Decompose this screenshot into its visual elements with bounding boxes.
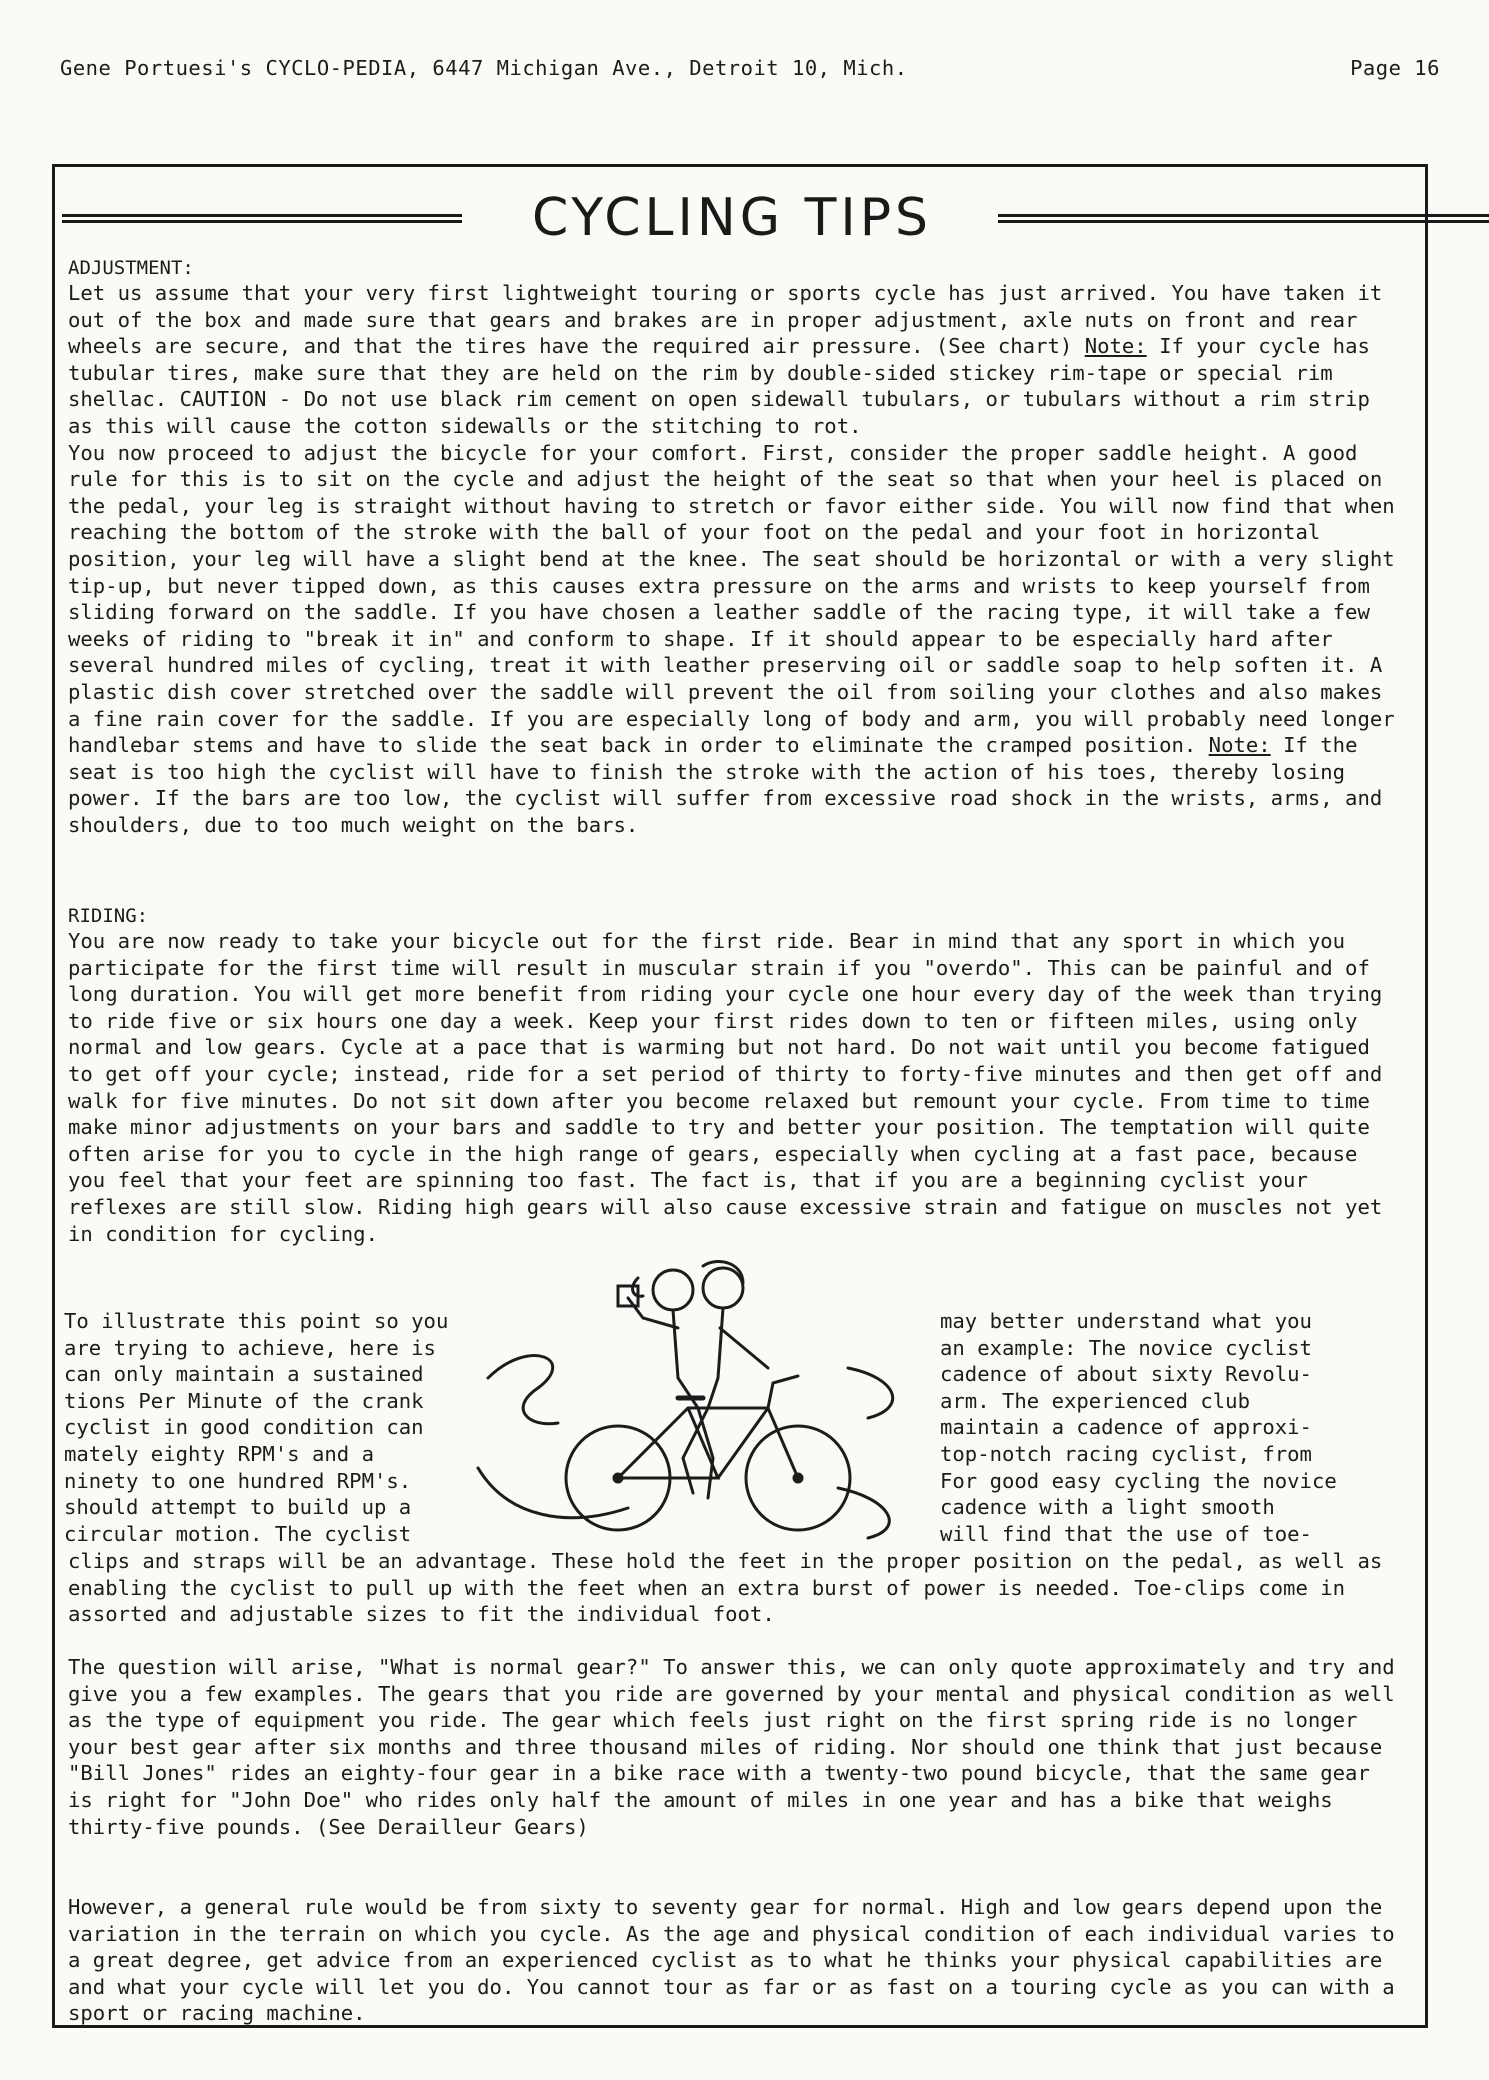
column-line: arm. The experienced club [940,1388,1250,1413]
column-line: top-notch racing cyclist, from [940,1441,1312,1466]
title-rule-right [998,214,1489,223]
adjustment-paragraph-2: You now proceed to adjust the bicycle for your comfort. First, consider the proper saddle height. A good rule for this is to sit on the cycle and adjust the height of the seat so that when your heel is placed on the pedal, your leg is straight without having to stretch or favor either side. You will now find that when reaching the bottom of the stroke with the ball of your foot on the pedal and your foot in horizontal position, your leg will have a slight bend at the knee. The seat should be horizontal or with a very slight tip-up, but never tipped down, as this causes extra pressure on the arms and wrists to keep yourself from sliding forward on the saddle. If you have chosen a leather saddle of the racing type, it will take a few weeks of riding to "break it in" and conform to shape. If it should appear to be especially hard after several hundred miles of cycling, treat it with leather preserving oil or saddle soap to help soften it. A plastic dish cover stretched over the saddle will prevent the oil from soiling your clothes and also makes a fine rain cover for the saddle. If you are especially long of body and arm, you will probably need longer handlebar stems and have to slide the seat back in order to eliminate the cramped position. Note: If the seat is too high the cyclist will have to finish the stroke with the action of his toes, thereby losing power. If the bars are too low, the cyclist will suffer from excessive road shock in the wrists, arms, and shoulders, due to too much weight on the bars. [68,440,1395,837]
column-line: cyclist in good condition can [64,1415,424,1440]
column-line: are trying to achieve, here is [64,1335,436,1360]
header-source: Gene Portuesi's CYCLO-PEDIA, 6447 Michigan Ave., Detroit 10, Mich. [60,56,908,80]
adjustment-heading: ADJUSTMENT: [68,257,194,279]
rider-body [708,1308,768,1408]
rider-head [703,1268,743,1308]
column-line: tions Per Minute of the crank [64,1388,424,1413]
adjustment-paragraph-1: Let us assume that your very first lightweight touring or sports cycle has just arrived. You have taken it out of the box and made sure that gears and brakes are in proper adjustment, axle nuts on front and rear wheels are secure, and that the tires have the required air pressure. (See chart) Note: If your cycle has tubular tires, make sure that they are held on the rim by double-sided stickey rim-tape or special rim shellac. CAUTION - Do not use black rim cement on open sidewall tubulars, or tubulars without a rim strip as this will cause the cotton sidewalls or the stitching to rot. [68,281,1383,438]
rider-head [653,1270,693,1310]
column-line: can only maintain a sustained [64,1362,424,1387]
left-column [64,1308,484,1547]
note-text: If the seat is too high the cyclist will have to finish the stroke with the action of his toes, thereby losing power. If the bars are too low, the cyclist will suffer from excessive road shock in the wrists, arms, and shoulders, due to too much weight on the bars. [68,733,1383,837]
cyclists-illustration [468,1258,948,1540]
rider-body [628,1298,698,1408]
right-column [940,1308,1400,1547]
note-label: Note: [1208,733,1271,758]
column-line: should attempt to build up a [64,1495,412,1520]
column-line: circular motion. The cyclist [64,1521,412,1546]
title-banner [62,188,1432,248]
note-label: Note: [1084,334,1147,359]
riding-paragraph-3: The question will arise, "What is normal gear?" To answer this, we can only quote approximately and try and give you a few examples. The gears that you ride are governed by your mental and physical condition as well as the type of equipment you ride. The gear which feels just right on the first spring ride is no longer your best gear after six months and three thousand miles of riding. Nor should one think that just because "Bill Jones" rides an eighty-four gear in a bike race with a twenty-two pound bicycle, that the same gear is right for "John Doe" who rides only half the amount of miles in one year and has a bike that weighs thirty-five pounds. (See Derailleur Gears) [68,1655,1395,1839]
normal-gear-section [68,1654,1398,1840]
title-rule-left [62,214,462,223]
column-line: cadence of about sixty Revolu- [940,1362,1312,1387]
page-number: Page 16 [1350,56,1440,80]
column-line: cadence with a light smooth [940,1495,1275,1520]
riding-paragraph-2: clips and straps will be an advantage. These hold the feet in the proper position on the pedal, as well as enabling the cyclist to pull up with the feet when an extra burst of power is needed. Toe-clips come in assorted and adjustable sizes to fit the individual foot. [68,1549,1383,1627]
riding-paragraph-4: However, a general rule would be from sixty to seventy gear for normal. High and low gears depend upon the variation in the terrain on which you cycle. As the age and physical condition of each individual varies to a great degree, get advice from an experienced cyclist as to what he thinks your physical capabilities are and what your cycle will let you do. You cannot tour as far or as fast on a touring cycle as you can with a sport or racing machine. [68,1895,1395,2026]
column-line: To illustrate this point so you [64,1309,449,1333]
column-line: For good easy cycling the novice [940,1468,1337,1493]
page-title: CYCLING TIPS [531,188,933,248]
riding-paragraph-1: You are now ready to take your bicycle out for the first ride. Bear in mind that any sport in which you participate for the first time will result in muscular strain if you "overdo". This can be painful and of long duration. You will get more benefit from riding your cycle one hour every day of the week than trying to ride five or six hours one day a week. Keep your first rides down to ten or fifteen miles, using only normal and low gears. Cycle at a pace that is warming but not hard. Do not wait until you become fatigued to get off your cycle; instead, ride for a set period of thirty to forty-five minutes and then get off and walk for five minutes. Do not sit down after you become relaxed but remount your cycle. From time to time make minor adjustments on your bars and saddle to try and better your position. The temptation will quite often arise for you to cycle in the high range of gears, especially when cycling at a fast pace, because you feel that your feet are spinning too fast. The fact is, that if you are a beginning cyclist your reflexes are still slow. Riding high gears will also cause excessive strain and fatigue on muscles not yet in condition for cycling. [68,929,1383,1246]
column-line: maintain a cadence of approxi- [940,1415,1312,1440]
handlebar [768,1376,798,1408]
column-line: mately eighty RPM's and a [64,1441,374,1466]
column-line: will find that the use of toe- [940,1521,1312,1546]
note-text: If your cycle has tubular tires, make sure that they are held on the rim by double-sided stickey rim-tape or special rim shellac. CAUTION - Do not use black rim cement on open sidewall tubulars, or tubulars without a rim strip as this will cause the cotton sidewalls or the stitching to rot. [68,334,1370,438]
motion-line [478,1468,628,1518]
riding-continuation [68,1548,1398,1628]
column-line: an example: The novice cyclist [940,1335,1312,1360]
riding-heading: RIDING: [68,905,149,927]
column-line: may better understand what you [940,1309,1312,1333]
motion-line [488,1356,558,1424]
general-rule-section [68,1894,1398,2027]
motion-line [848,1368,893,1418]
riding-section [68,904,1398,1247]
adjustment-section [68,256,1398,838]
column-line: ninety to one hundred RPM's. [64,1468,412,1493]
